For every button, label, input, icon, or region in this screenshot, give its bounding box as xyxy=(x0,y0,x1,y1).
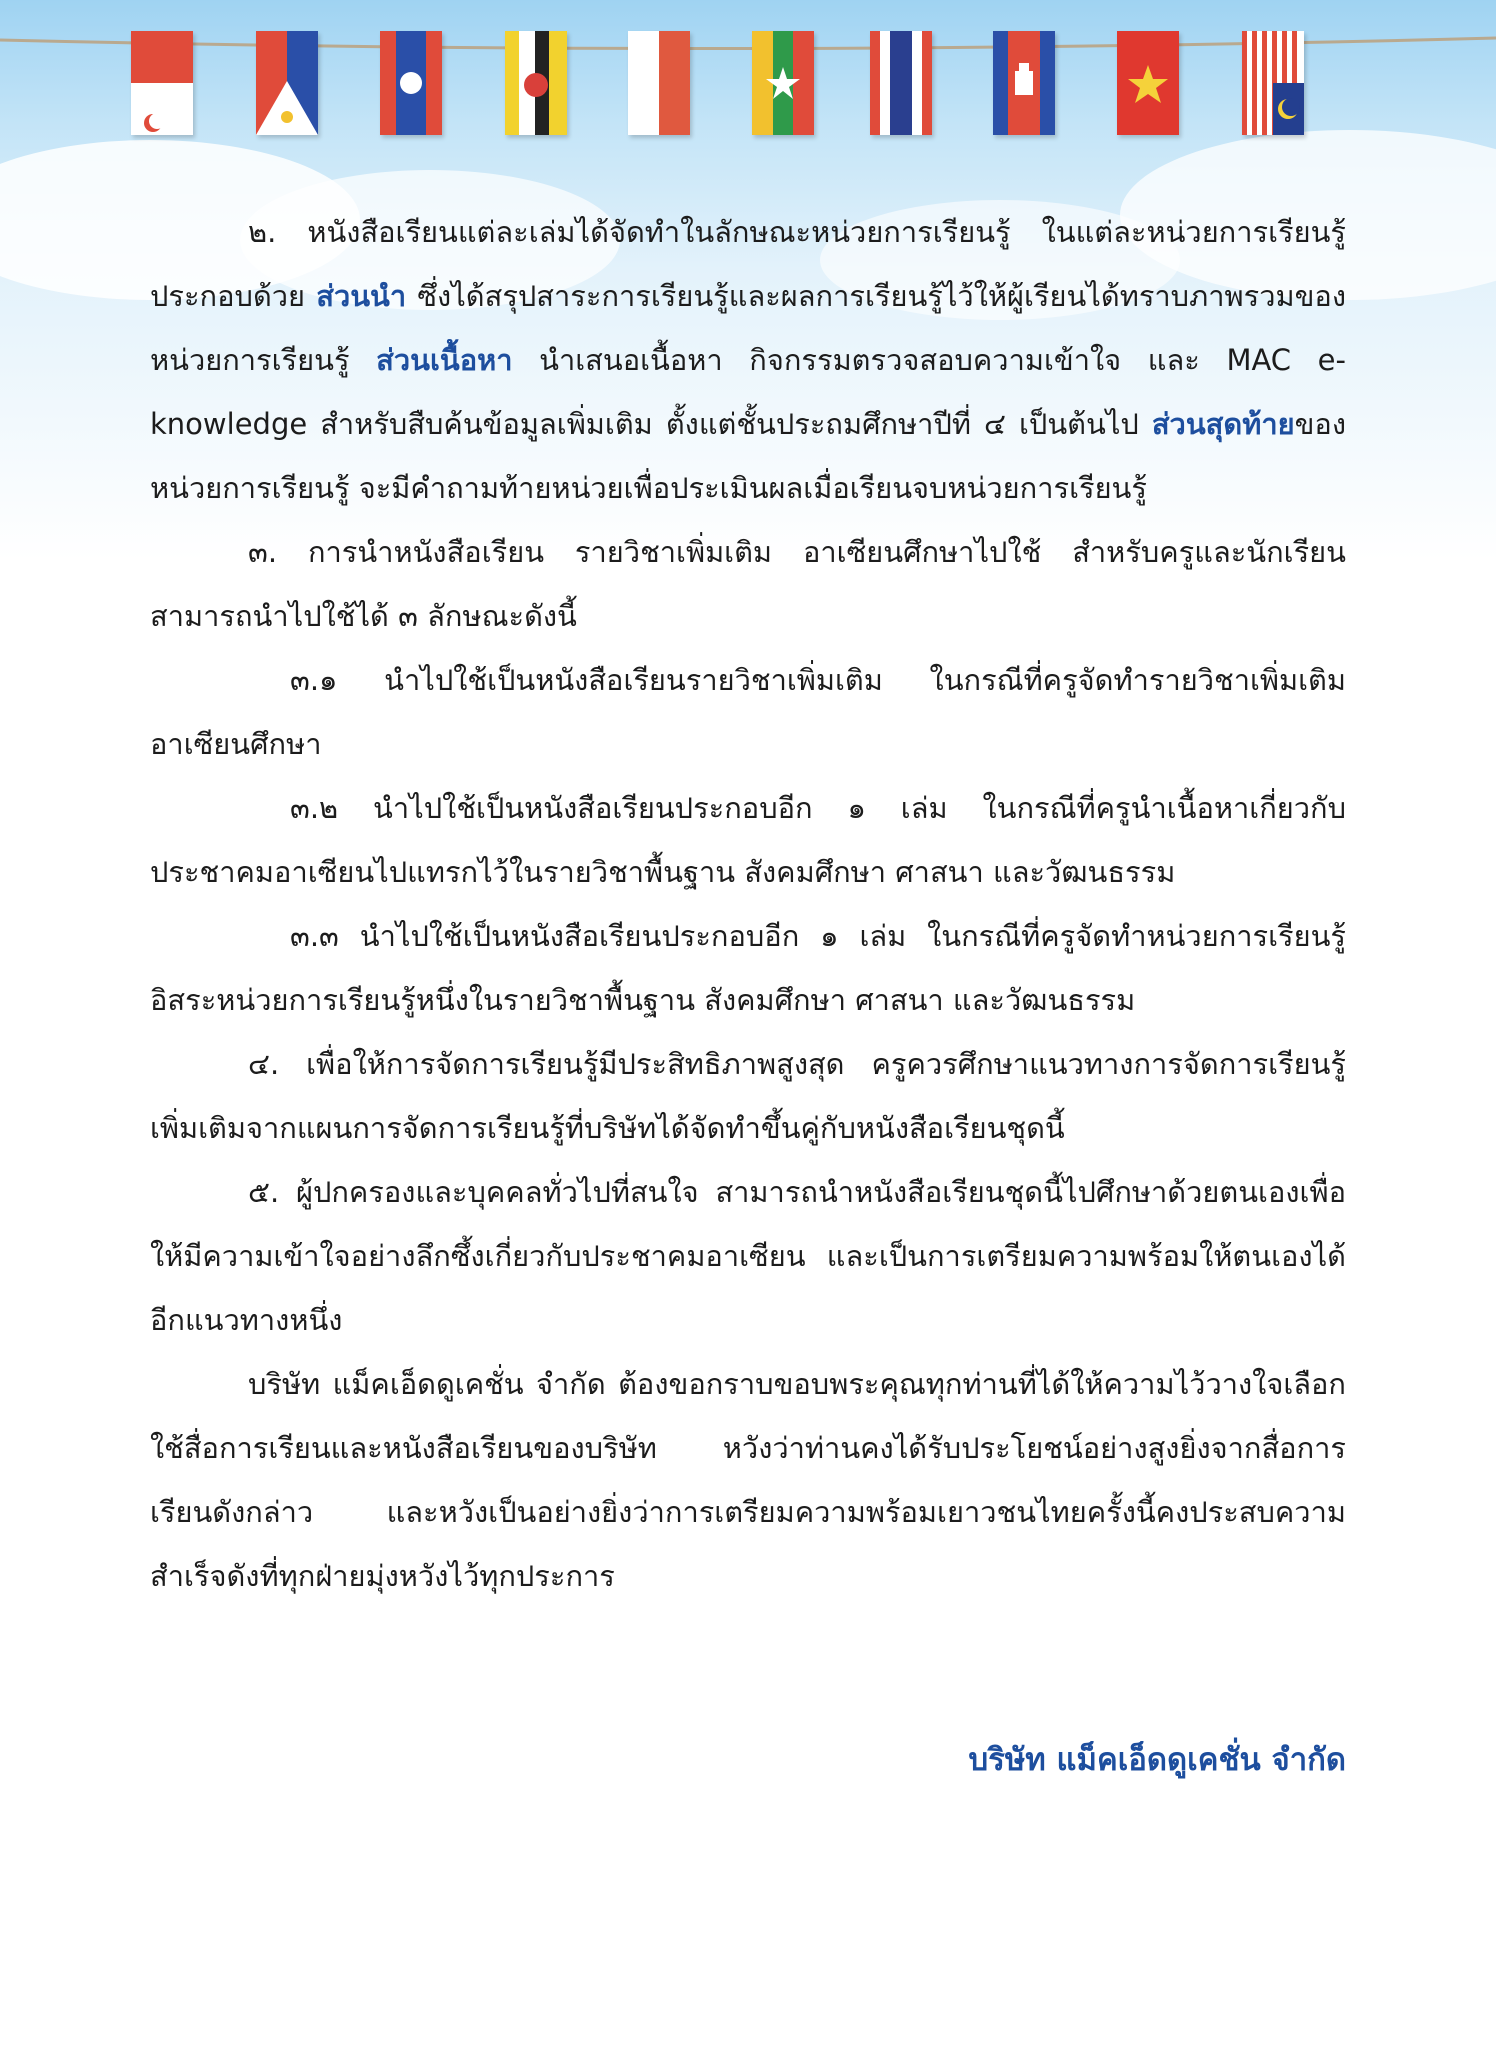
singapore-flag-icon xyxy=(131,31,193,135)
cambodia-flag-icon xyxy=(993,31,1055,135)
paragraph-2-text-a: ๒. หนังสือเรียนแต่ละเล่มได้จัดทำในลักษณะหน่วยการเรียนรู้ ในแต่ละหน่วยการเรียนรู้ประกอบด้วย xyxy=(150,215,1346,313)
paragraph-3-1: ๓.๑ นำไปใช้เป็นหนังสือเรียนรายวิชาเพิ่มเติม ในกรณีที่ครูจัดทำรายวิชาเพิ่มเติมอาเซียนศึกษา xyxy=(150,663,1346,761)
philippines-flag-icon xyxy=(256,31,318,135)
company-signature: บริษัท แม็คเอ็ดดูเคชั่น จำกัด xyxy=(968,1742,1346,1778)
paragraph-4: ๔. เพื่อให้การจัดการเรียนรู้มีประสิทธิภาพสูงสุด ครูควรศึกษาแนวทางการจัดการเรียนรู้เพิ่มเติมจากแผนการจัดการเรียนรู้ที่บริษัทได้จัดทำขึ้นคู่กับหนังสือเรียนชุดนี้ xyxy=(150,1047,1346,1145)
thailand-flag-icon xyxy=(870,31,932,135)
vietnam-flag-icon xyxy=(1117,31,1179,135)
highlight-content-section: ส่วนเนื้อหา xyxy=(376,343,513,377)
laos-flag-icon xyxy=(380,31,442,135)
indonesia-flag-icon xyxy=(628,31,690,135)
paragraph-2-text-d: ของหน่วยการเรียนรู้ จะมีคำถามท้ายหน่วยเพื่อประเมินผลเมื่อเรียนจบหน่วยการเรียนรู้ xyxy=(150,407,1346,505)
malaysia-flag-icon xyxy=(1242,31,1304,135)
paragraph-2-text-c: นำเสนอเนื้อหา กิจกรรมตรวจสอบความเข้าใจ และ MAC e-knowledge สำหรับสืบค้นข้อมูลเพิ่มเติม ตั้งแต่ชั้นประถมศึกษาปีที่ ๔ เป็นต้นไป xyxy=(150,343,1346,441)
closing-paragraph: บริษัท แม็คเอ็ดดูเคชั่น จำกัด ต้องขอกราบขอบพระคุณทุกท่านที่ได้ให้ความไว้วางใจเลือกใช้สื่อการเรียนและหนังสือเรียนของบริษัท หวังว่าท่านคงได้รับประโยชน์อย่างสูงยิ่งจากสื่อการเรียนดังกล่าว และหวังเป็นอย่างยิ่งว่าการเตรียมความพร้อมเยาวชนไทยครั้งนี้คงประสบความสำเร็จดังที่ทุกฝ่ายมุ่งหวังไว้ทุกประการ xyxy=(150,1367,1346,1593)
highlight-final-section: ส่วนสุดท้าย xyxy=(1151,407,1295,441)
paragraph-3-2: ๓.๒ นำไปใช้เป็นหนังสือเรียนประกอบอีก ๑ เล่ม ในกรณีที่ครูนำเนื้อหาเกี่ยวกับประชาคมอาเซียนไปแทรกไว้ในรายวิชาพื้นฐาน สังคมศึกษา ศาสนา และวัฒนธรรม xyxy=(150,791,1346,889)
paragraph-3: ๓. การนำหนังสือเรียน รายวิชาเพิ่มเติม อาเซียนศึกษาไปใช้ สำหรับครูและนักเรียนสามารถนำไปใช้ได้ ๓ ลักษณะดังนี้ xyxy=(150,535,1346,633)
preface-body xyxy=(150,200,1346,1608)
paragraph-5: ๕. ผู้ปกครองและบุคคลทั่วไปที่สนใจ สามารถนำหนังสือเรียนชุดนี้ไปศึกษาด้วยตนเองเพื่อให้มีความเข้าใจอย่างลึกซึ้งเกี่ยวกับประชาคมอาเซียน และเป็นการเตรียมความพร้อมให้ตนเองได้อีกแนวทางหนึ่ง xyxy=(150,1175,1346,1337)
myanmar-flag-icon xyxy=(752,31,814,135)
brunei-flag-icon xyxy=(505,31,567,135)
highlight-intro-section: ส่วนนำ xyxy=(316,279,407,313)
paragraph-2-text-b: ซึ่งได้สรุปสาระการเรียนรู้และผลการเรียนรู้ไว้ให้ผู้เรียนได้ทราบภาพรวมของหน่วยการเรียนรู้ xyxy=(150,279,1346,377)
paragraph-2 xyxy=(150,200,1346,520)
paragraph-3-3: ๓.๓ นำไปใช้เป็นหนังสือเรียนประกอบอีก ๑ เล่ม ในกรณีที่ครูจัดทำหน่วยการเรียนรู้อิสระหน่วยการเรียนรู้หนึ่งในรายวิชาพื้นฐาน สังคมศึกษา ศาสนา และวัฒนธรรม xyxy=(150,919,1346,1017)
